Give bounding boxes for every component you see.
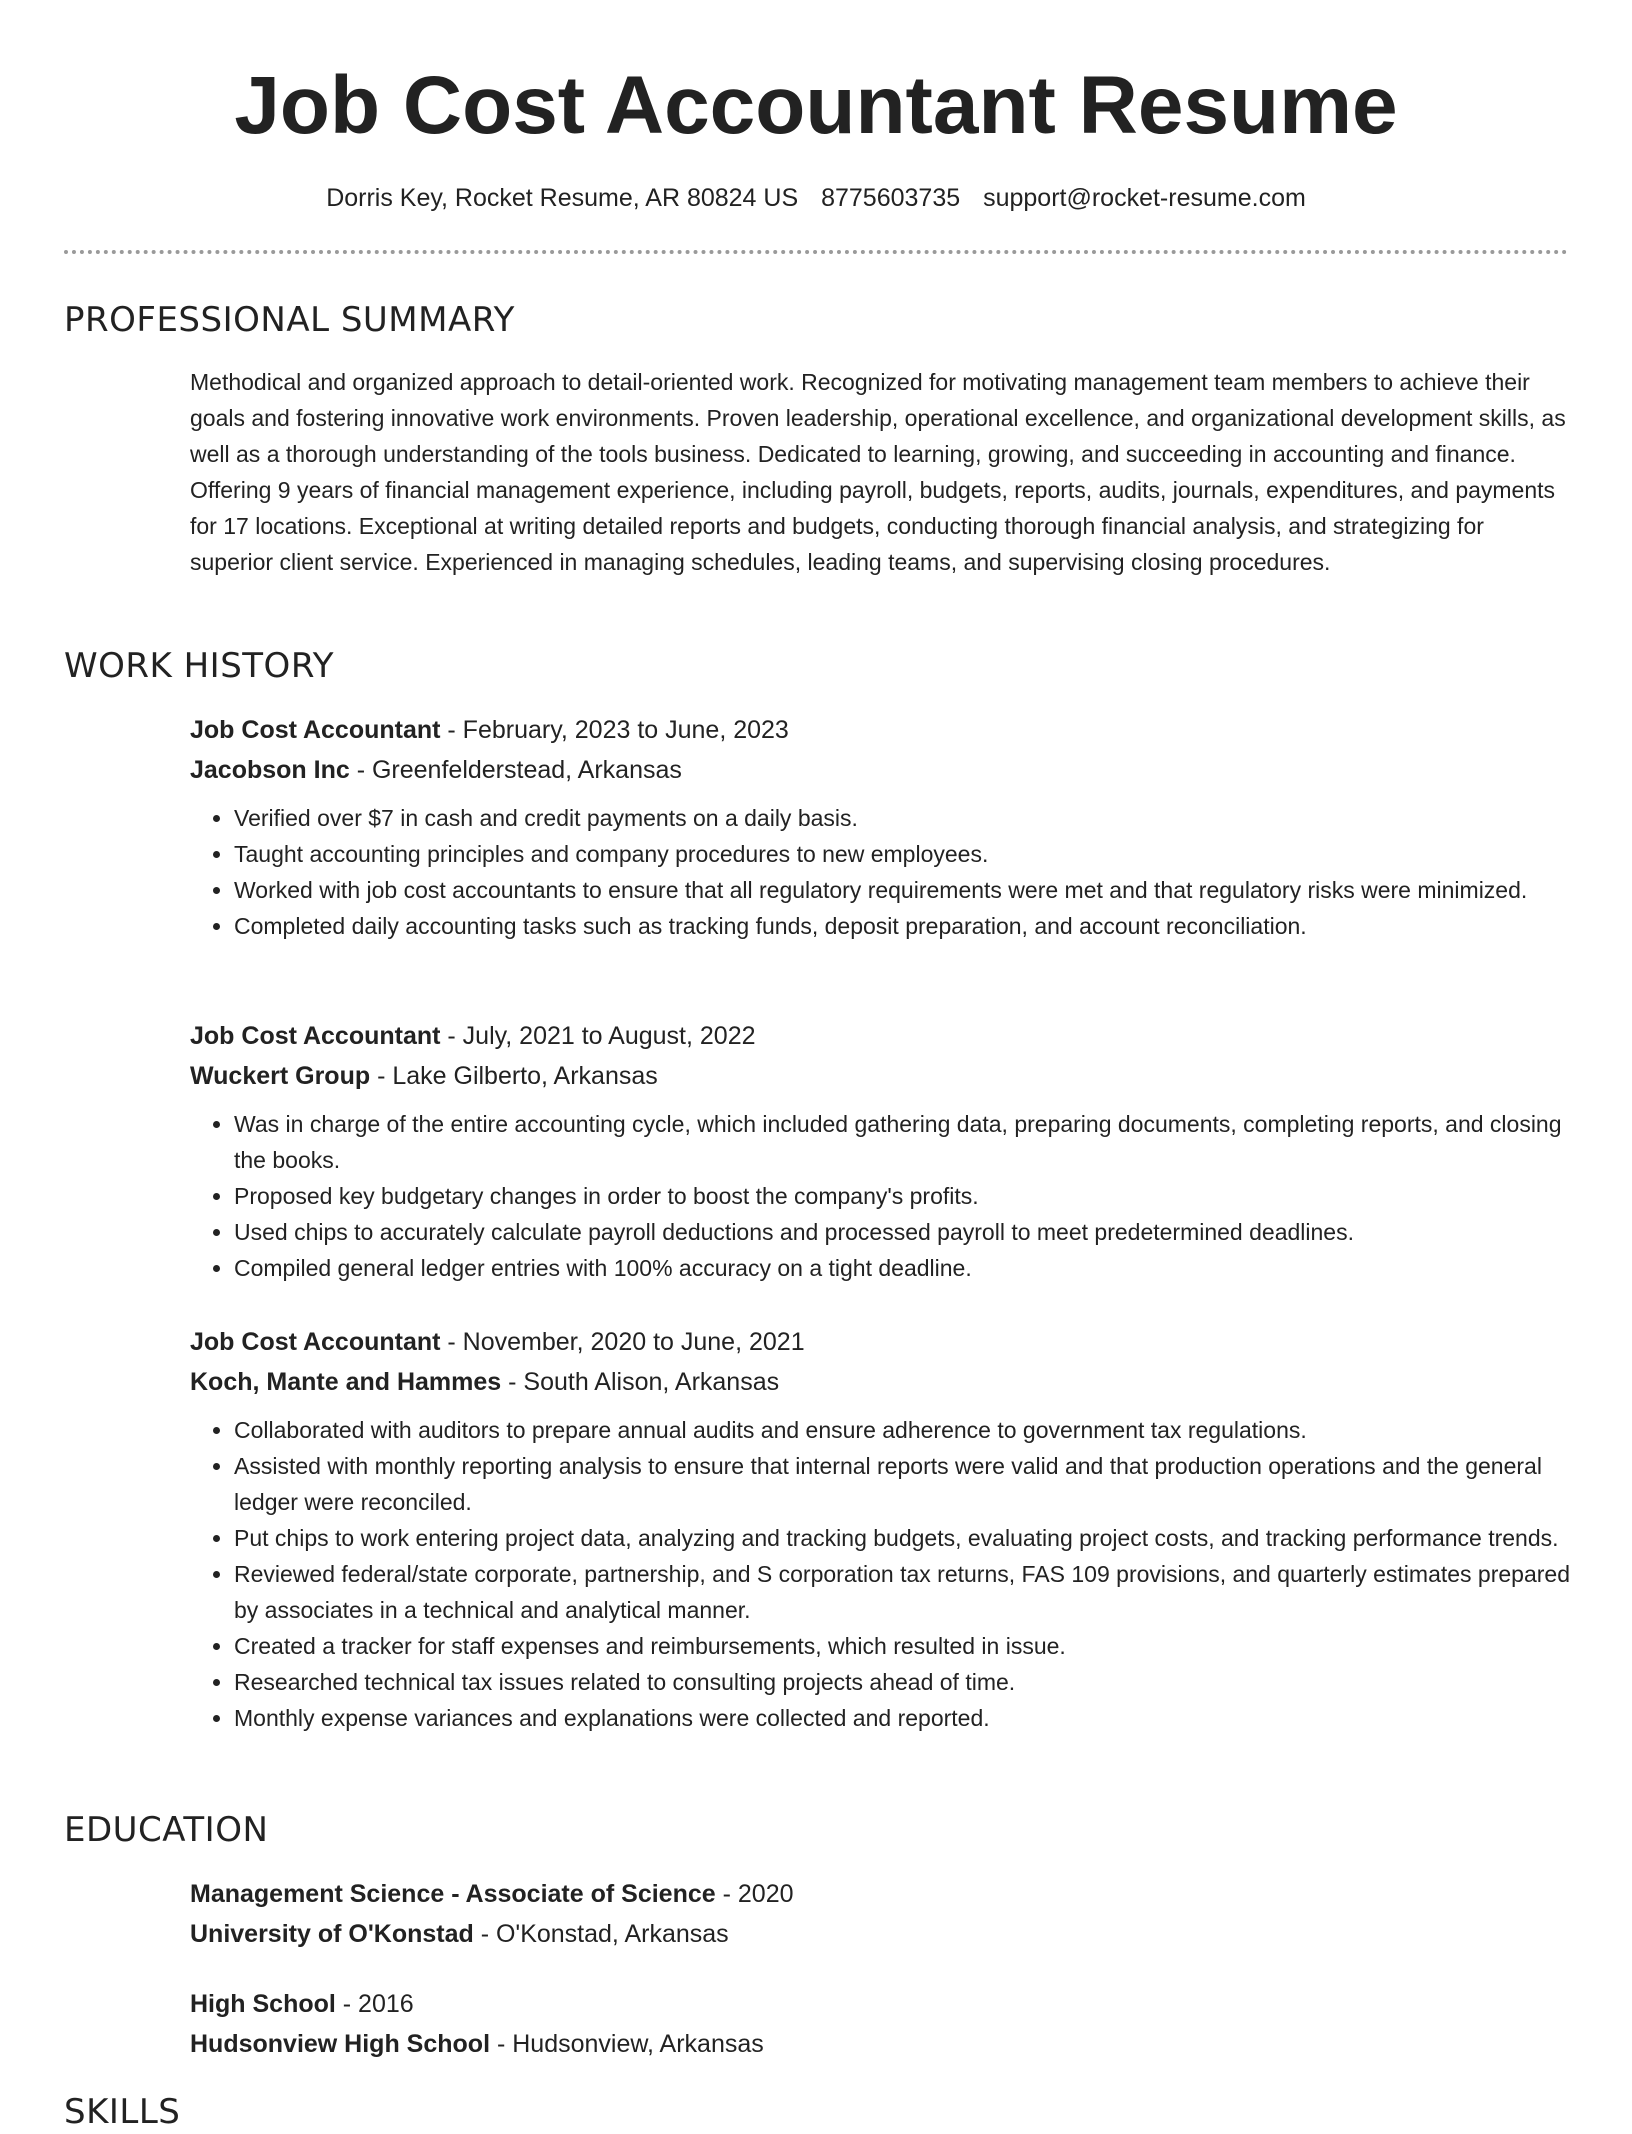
job-bullet: • Reviewed federal/state corporate, partnership, and S corporation tax returns, FAS 109 provisions, and quarterly estimates prepared by associates in a technical and analytical manner. [234, 1556, 1570, 1628]
job-entry [190, 1016, 1570, 1286]
job-bullets [190, 1106, 1570, 1286]
job-title-line [190, 1016, 1570, 1056]
job-company-line [190, 1362, 1570, 1402]
job-bullet: • Used chips to accurately calculate payroll deductions and processed payroll to meet predetermined deadlines. [234, 1214, 1570, 1250]
job-dates: - November, 2020 to June, 2021 [440, 1328, 805, 1356]
job-bullet: • Proposed key budgetary changes in order to boost the company's profits. [234, 1178, 1570, 1214]
job-location: - Lake Gilberto, Arkansas [370, 1062, 658, 1090]
job-company-line [190, 750, 1570, 790]
education-degree-line [190, 1984, 1570, 2024]
job-bullets [190, 800, 1570, 944]
contact-email: support@rocket-resume.com [983, 184, 1306, 212]
job-bullet: • Completed daily accounting tasks such as tracking funds, deposit preparation, and account reconciliation. [234, 908, 1570, 944]
job-bullet: • Put chips to work entering project data, analyzing and tracking budgets, evaluating project costs, and tracking performance trends. [234, 1520, 1570, 1556]
job-entry [190, 710, 1570, 944]
education-degree: Management Science - Associate of Science [190, 1880, 716, 1908]
job-dates: - July, 2021 to August, 2022 [440, 1022, 756, 1050]
education-school: University of O'Konstad [190, 1920, 474, 1948]
job-title-line [190, 710, 1570, 750]
job-company-line [190, 1056, 1570, 1096]
section-heading-summary: PROFESSIONAL SUMMARY [64, 300, 515, 340]
job-company: Wuckert Group [190, 1062, 371, 1090]
job-bullet: • Collaborated with auditors to prepare annual audits and ensure adherence to government tax regulations. [234, 1412, 1570, 1448]
job-bullet: • Monthly expense variances and explanations were collected and reported. [234, 1700, 1570, 1736]
job-title: Job Cost Accountant [190, 1022, 441, 1050]
resume-title: Job Cost Accountant Resume [234, 60, 1398, 151]
education-degree-line [190, 1874, 1570, 1914]
contact-phone: 8775603735 [821, 184, 961, 212]
job-title: Job Cost Accountant [190, 716, 441, 744]
job-bullet: • Worked with job cost accountants to ensure that all regulatory requirements were met and that regulatory risks were minimized. [234, 872, 1570, 908]
header-divider [64, 250, 1568, 254]
education-school: Hudsonview High School [190, 2030, 491, 2058]
section-heading-skills: SKILLS [64, 2092, 181, 2132]
job-company: Koch, Mante and Hammes [190, 1368, 502, 1396]
education-location: - O'Konstad, Arkansas [473, 1920, 729, 1948]
contact-address: Dorris Key, Rocket Resume, AR 80824 US [326, 184, 799, 212]
job-title: Job Cost Accountant [190, 1328, 441, 1356]
job-location: - South Alison, Arkansas [501, 1368, 780, 1396]
job-dates: - February, 2023 to June, 2023 [440, 716, 789, 744]
job-bullet: • Compiled general ledger entries with 100% accuracy on a tight deadline. [234, 1250, 1570, 1286]
job-bullet: • Assisted with monthly reporting analysis to ensure that internal reports were valid and that production operations and the general ledger were reconciled. [234, 1448, 1570, 1520]
job-entry [190, 1322, 1570, 1736]
job-bullet: • Taught accounting principles and company procedures to new employees. [234, 836, 1570, 872]
education-entry [190, 1984, 1570, 2064]
job-bullet: • Researched technical tax issues related to consulting projects ahead of time. [234, 1664, 1570, 1700]
job-company: Jacobson Inc [190, 756, 350, 784]
education-year: - 2016 [335, 1990, 414, 2018]
job-location: - Greenfelderstead, Arkansas [349, 756, 682, 784]
job-title-line [190, 1322, 1570, 1362]
education-degree: High School [190, 1990, 336, 2018]
summary-text: Methodical and organized approach to detail-oriented work. Recognized for motivating management team members to achieve their goals and fostering innovative work environments. Proven leadership, operational excellence, and organizational development skills, as well as a thorough understanding of the tools business. Dedicated to learning, growing, and succeeding in accounting and finance. Offering 9 years of financial management experience, including payroll, budgets, reports, audits, journals, expenditures, and payments for 17 locations. Exceptional at writing detailed reports and budgets, conducting thorough financial analysis, and strategizing for superior client service. Experienced in managing schedules, leading teams, and supervising closing procedures. [190, 369, 1566, 575]
job-bullet: • Was in charge of the entire accounting cycle, which included gathering data, preparing documents, completing reports, and closing the books. [234, 1106, 1570, 1178]
job-bullets [190, 1412, 1570, 1736]
education-entry [190, 1874, 1570, 1954]
section-heading-education: EDUCATION [64, 1810, 269, 1850]
education-school-line [190, 1914, 1570, 1954]
education-year: - 2020 [715, 1880, 794, 1908]
education-location: - Hudsonview, Arkansas [490, 2030, 764, 2058]
job-bullet: • Created a tracker for staff expenses and reimbursements, which resulted in issue. [234, 1628, 1570, 1664]
job-bullet: • Verified over $7 in cash and credit payments on a daily basis. [234, 800, 1570, 836]
contact-line [0, 180, 1632, 216]
section-heading-work-history: WORK HISTORY [64, 646, 335, 686]
education-school-line [190, 2024, 1570, 2064]
